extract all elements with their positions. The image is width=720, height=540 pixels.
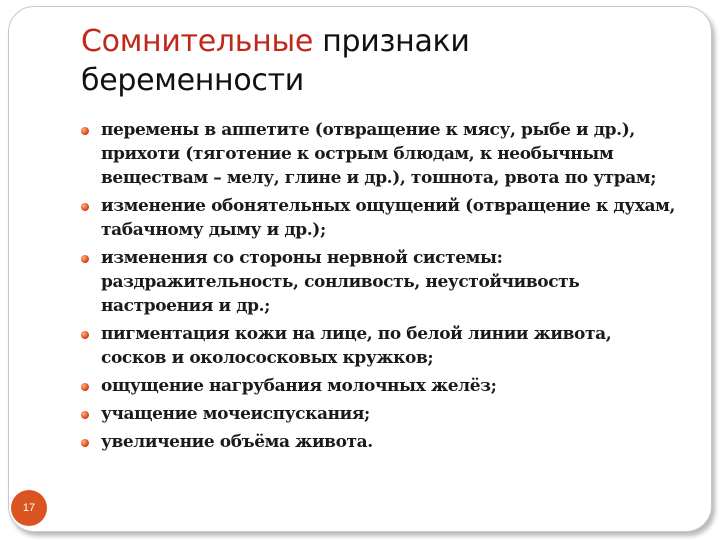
bullet-dot-icon — [81, 127, 89, 135]
bullet-item-breast — [80, 374, 680, 398]
bullet-dot-icon — [81, 331, 89, 339]
bullet-item-appetite — [80, 118, 680, 190]
bullet-text: учащение мочеиспускания; — [101, 404, 370, 424]
bullet-item-pigmentation — [80, 322, 680, 370]
bullet-item-urination — [80, 402, 680, 426]
bullet-dot-icon — [81, 255, 89, 263]
page-number-badge: 17 — [11, 490, 47, 526]
title-rest: признаки беременности — [81, 24, 470, 98]
bullet-text: увеличение объёма живота. — [101, 432, 373, 452]
bullet-text: пигментация кожи на лице, по белой линии живота, сосков и околососковых кружков; — [101, 324, 612, 368]
bullet-item-nervous-system — [80, 246, 680, 318]
bullet-list — [80, 118, 680, 458]
bullet-dot-icon — [81, 383, 89, 391]
bullet-text: изменения со стороны нервной системы: раздражительность, сонливость, неустойчивость настроения и др.; — [101, 248, 580, 316]
bullet-item-abdomen — [80, 430, 680, 454]
bullet-item-smell — [80, 194, 680, 242]
bullet-dot-icon — [81, 439, 89, 447]
bullet-dot-icon — [81, 411, 89, 419]
slide-title — [81, 22, 681, 100]
title-accent-word: Сомнительные — [81, 24, 313, 59]
bullet-text: перемены в аппетите (отвращение к мясу, рыбе и др.), прихоти (тяготение к острым блюдам, к необычным веществам – мелу, глине и др.), тошнота, рвота по утрам; — [101, 120, 657, 188]
bullet-dot-icon — [81, 203, 89, 211]
bullet-text: изменение обонятельных ощущений (отвращение к духам, табачному дыму и др.); — [101, 196, 675, 240]
bullet-text: ощущение нагрубания молочных желёз; — [101, 376, 497, 396]
